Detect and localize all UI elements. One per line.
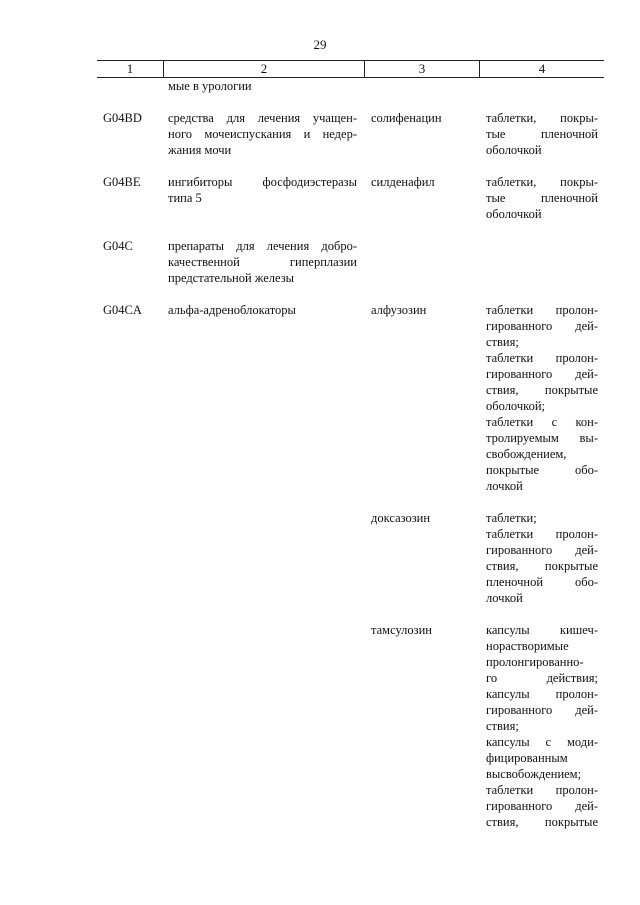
substance-text: тамсулозин [371, 623, 432, 637]
atc-code [97, 302, 164, 494]
atc-code-text: G04BE [103, 175, 141, 189]
anatomical-group [164, 510, 365, 606]
form-line: гированного дей- [486, 543, 598, 557]
form-line: лочкой [486, 591, 523, 605]
atc-code-text: G04CA [103, 303, 142, 317]
table-row [97, 302, 604, 494]
table-row [97, 510, 604, 606]
group-line: качественной гиперплазии [168, 255, 357, 269]
form-line: тые пленочной [486, 127, 598, 141]
group-line: мые в урологии [168, 79, 252, 93]
form-line: пролонгированно- [486, 655, 584, 669]
substance-name [365, 302, 480, 494]
form-line: покрытые обо- [486, 463, 598, 477]
substance-text: доксазозин [371, 511, 431, 525]
dosage-forms [480, 78, 604, 94]
form-line: оболочкой [486, 207, 542, 221]
table-row [97, 174, 604, 222]
group-line: ного мочеиспускания и недер- [168, 127, 357, 141]
atc-code [97, 510, 164, 606]
form-line: таблетки, покры- [486, 111, 598, 125]
header-col-3: 3 [365, 61, 480, 77]
atc-code-text: G04C [103, 239, 133, 253]
substance-name [365, 510, 480, 606]
form-line: гированного дей- [486, 703, 598, 717]
anatomical-group [164, 78, 365, 94]
group-line: альфа-адреноблокаторы [168, 303, 296, 317]
group-line: ингибиторы фосфодиэстеразы [168, 175, 357, 189]
form-line: капсулы кишеч- [486, 623, 598, 637]
header-col-1: 1 [97, 61, 164, 77]
form-line: оболочкой [486, 143, 542, 157]
table-row [97, 622, 604, 830]
form-line: фицированным [486, 751, 568, 765]
form-line: ствия, покрытые [486, 383, 598, 397]
form-line: таблетки, покры- [486, 175, 598, 189]
atc-code [97, 110, 164, 158]
table-row [97, 110, 604, 158]
form-line: таблетки пролон- [486, 783, 598, 797]
anatomical-group [164, 622, 365, 830]
substance-name [365, 174, 480, 222]
group-line: жания мочи [168, 143, 232, 157]
form-line: лочкой [486, 479, 523, 493]
form-line: ствия; [486, 335, 519, 349]
table-header [97, 60, 604, 78]
form-line: гированного дей- [486, 319, 598, 333]
form-line: таблетки с кон- [486, 415, 598, 429]
substance-name [365, 110, 480, 158]
form-line: свобождением, [486, 447, 567, 461]
anatomical-group [164, 238, 365, 286]
dosage-forms [480, 110, 604, 158]
form-line: норастворимые [486, 639, 569, 653]
dosage-forms [480, 238, 604, 286]
table-row [97, 78, 604, 94]
dosage-forms [480, 622, 604, 830]
dosage-forms [480, 510, 604, 606]
substance-text: алфузозин [371, 303, 427, 317]
substance-name [365, 78, 480, 94]
form-line: высвобождением; [486, 767, 582, 781]
group-line: предстательной железы [168, 271, 295, 285]
form-line: гированного дей- [486, 367, 598, 381]
atc-code-text: G04BD [103, 111, 142, 125]
form-line: тролируемым вы- [486, 431, 598, 445]
group-line: типа 5 [168, 191, 202, 205]
substance-text: солифенацин [371, 111, 442, 125]
form-line: таблетки пролон- [486, 527, 598, 541]
anatomical-group [164, 302, 365, 494]
page-number: 29 [313, 37, 327, 52]
anatomical-group [164, 110, 365, 158]
form-line: гированного дей- [486, 799, 598, 813]
dosage-forms [480, 302, 604, 494]
form-line: тые пленочной [486, 191, 598, 205]
atc-code [97, 238, 164, 286]
substance-text: силденафил [371, 175, 435, 189]
group-line: средства для лечения учащен- [168, 111, 357, 125]
header-col-2: 2 [164, 61, 365, 77]
table-row [97, 238, 604, 286]
form-line: го действия; [486, 671, 598, 685]
substance-name [365, 622, 480, 830]
form-line: таблетки; [486, 511, 537, 525]
table-body [97, 78, 604, 830]
form-line: капсулы с моди- [486, 735, 598, 749]
form-line: ствия, покрытые [486, 815, 598, 829]
header-col-4: 4 [538, 61, 546, 76]
form-line: ствия; [486, 719, 519, 733]
atc-code [97, 78, 164, 94]
anatomical-group [164, 174, 365, 222]
atc-code [97, 174, 164, 222]
dosage-forms [480, 174, 604, 222]
form-line: ствия, покрытые [486, 559, 598, 573]
form-line: таблетки пролон- [486, 351, 598, 365]
form-line: таблетки пролон- [486, 303, 598, 317]
form-line: капсулы пролон- [486, 687, 598, 701]
group-line: препараты для лечения добро- [168, 239, 357, 253]
form-line: оболочкой; [486, 399, 545, 413]
atc-code [97, 622, 164, 830]
form-line: пленочной обо- [486, 575, 598, 589]
substance-name [365, 238, 480, 286]
